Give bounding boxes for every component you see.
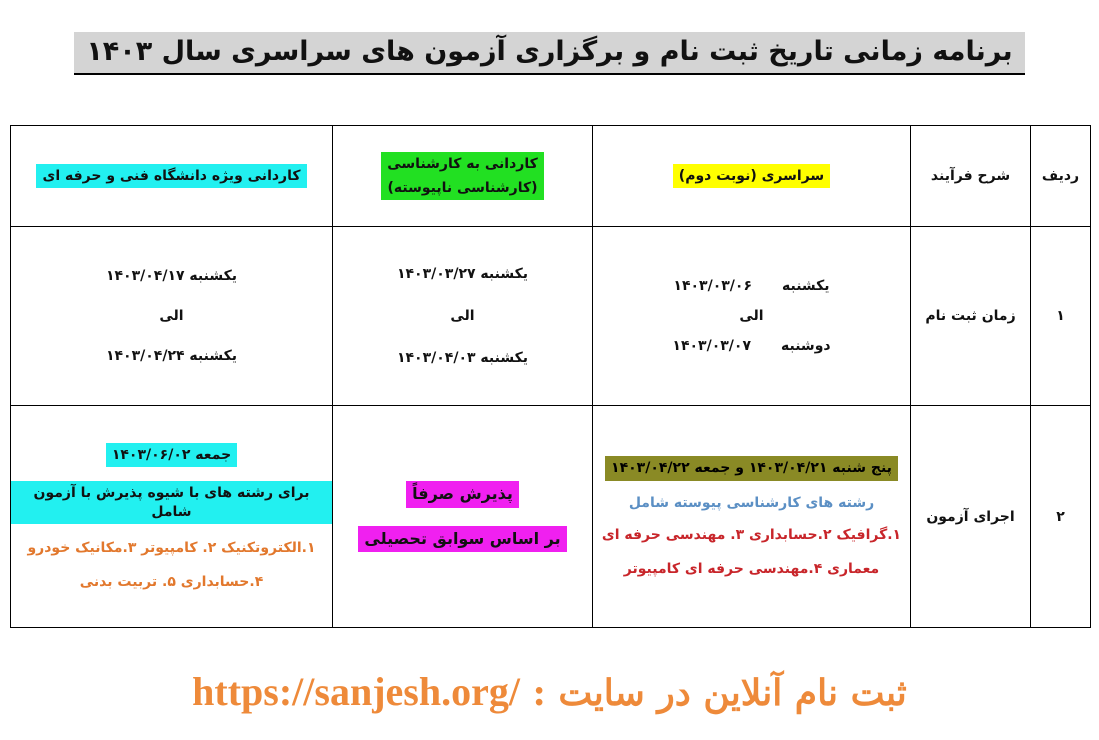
row2-sarasari-fields2: معماری ۴.مهندسی حرفه ای کامپیوتر (623, 560, 880, 577)
row1-sarasari-day2: دوشنبه (781, 338, 831, 354)
row2-kk-line1: پذیرش صرفاً (406, 481, 519, 508)
header-sarasari-label: سراسری (نوبت دوم) (673, 164, 830, 188)
row1-sarasari-date1: ۱۴۰۳/۰۳/۰۶ (673, 278, 752, 294)
footer-registration (0, 668, 1099, 715)
footer-url-link[interactable]: https://sanjesh.org/ (192, 669, 520, 714)
header-sarasari (593, 126, 911, 227)
row2-kf-fields1: ۱.الکتروتکنیک ۲. کامپیوتر ۳.مکانیک خودرو (27, 539, 316, 556)
header-kardani-fani-label: کاردانی ویژه دانشگاه فنی و حرفه ای (36, 164, 306, 188)
title-wrap (0, 32, 1099, 75)
row2-kardani-fani (11, 406, 333, 628)
row1-sarasari (593, 227, 911, 406)
row1-process: زمان ثبت نام (911, 227, 1031, 406)
schedule-table (10, 125, 1091, 628)
row1-sarasari-day1: یکشنبه (782, 278, 830, 294)
header-kardani-karshenasi-line2: (کارشناسی ناپیوسته) (381, 176, 543, 200)
row2-sarasari-fields1: ۱.گرافیک ۲.حسابداری ۳. مهندسی حرفه ای (601, 526, 902, 543)
row2-sarasari-intro: رشته های کارشناسی پیوسته شامل (628, 494, 875, 511)
header-kardani-karshenasi-line1: کاردانی به کارشناسی (381, 152, 544, 176)
row1-sarasari-to: الی (739, 308, 764, 324)
row1-kk-line2: یکشنبه ۱۴۰۳/۰۴/۰۳ (396, 350, 529, 366)
header-radif: ردیف (1031, 126, 1091, 227)
header-kardani-fani (11, 126, 333, 227)
row1-sarasari-date2: ۱۴۰۳/۰۳/۰۷ (672, 338, 751, 354)
row2-kf-fields2: ۴.حسابداری ۵. تربیت بدنی (79, 573, 264, 590)
table-row-exam (11, 406, 1091, 628)
row2-process: اجرای آزمون (911, 406, 1031, 628)
row1-kf-to: الی (159, 308, 184, 324)
row1-kf-line1: یکشنبه ۱۴۰۳/۰۴/۱۷ (105, 268, 238, 284)
row2-sarasari-date: پنج شنبه ۱۴۰۳/۰۴/۲۱ و جمعه ۱۴۰۳/۰۴/۲۲ (605, 456, 898, 480)
row2-kk-line2: بر اساس سوابق تحصیلی (358, 526, 566, 553)
row1-kf-line2: یکشنبه ۱۴۰۳/۰۴/۲۴ (105, 348, 238, 364)
row2-kardani-karshenasi (333, 406, 593, 628)
row2-number: ۲ (1031, 406, 1091, 628)
row2-kf-intro: برای رشته های با شیوه پذیرش با آزمون شامل (11, 481, 332, 523)
row1-kardani-karshenasi (333, 227, 593, 406)
row1-kk-to: الی (450, 308, 475, 324)
row1-number: ۱ (1031, 227, 1091, 406)
header-process: شرح فرآیند (911, 126, 1031, 227)
page-title: برنامه زمانی تاریخ ثبت نام و برگزاری آزمون های سراسری سال ۱۴۰۳ (74, 32, 1024, 75)
row1-kk-line1: یکشنبه ۱۴۰۳/۰۳/۲۷ (396, 266, 529, 282)
row2-sarasari (593, 406, 911, 628)
table-row-registration (11, 227, 1091, 406)
header-row (11, 126, 1091, 227)
row1-kardani-fani (11, 227, 333, 406)
row2-kf-date: جمعه ۱۴۰۳/۰۶/۰۲ (106, 443, 237, 467)
footer-label: ثبت نام آنلاین در سایت : (532, 672, 907, 714)
header-kardani-karshenasi (333, 126, 593, 227)
